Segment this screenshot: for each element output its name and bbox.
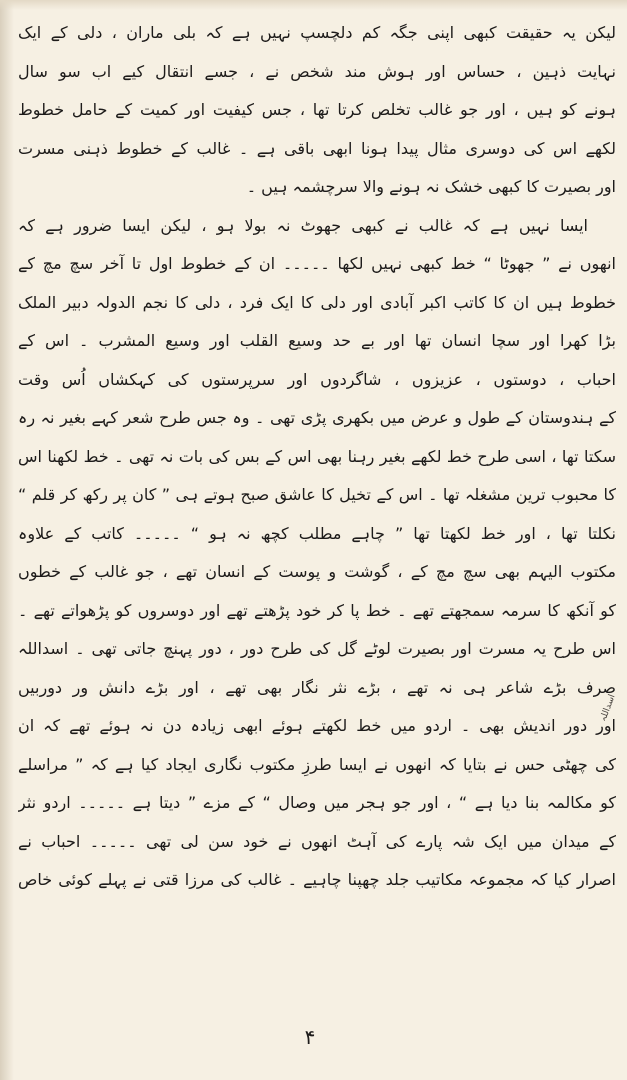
text-line-3: ہونے کو ہیں ، اور جو غالب تخلص کرتا تھا ، جس کیفیت اور کمیت کے حامل خطوط	[18, 100, 616, 119]
text-line-1: لیکن یہ حقیقت کبھی اپنی جگہ کم دلچسپ نہیں ہے کہ بلی ماران ، دلی کے ایک	[18, 23, 616, 42]
text-line-22: کے میدان میں ایک شہ پارے کی آہٹ انھوں نے خود سن لی تھی ۔۔۔۔۔ احباب نے	[18, 831, 616, 851]
text-line-12: سکتا تھا ، اسی طرح خط لکھے بغیر رہنا بھی اس کے بس کی بات نہ تھی ۔ خط لکھنا اس	[18, 446, 616, 466]
body-text	[18, 14, 616, 900]
page-number: ۴	[304, 1025, 316, 1049]
text-line-14: نکلتا تھا ، اور خط لکھتا تھا ” چاہے مطلب کچھ نہ ہو “ ۔۔۔۔۔ کاتب کے علاوہ	[18, 523, 616, 543]
text-line-23: اصرار کیا کہ مجموعہ مکاتیب جلد چھپنا چاہیے ۔ غالب کی مرزا قتی نے پہلے کوئی خاص	[18, 870, 616, 889]
text-line-20: کی چھٹی حس نے بتایا کہ انھوں نے ایسا طرزِ مکتوب نگاری ایجاد کیا ہے کہ ” مراسلے	[18, 754, 616, 774]
scan-shadow-top	[0, 0, 627, 10]
text-line-17: اس طرح یہ مسرت اور بصیرت لوٹے گل کی طرح دور ، دور پہنچ جاتی تھی ۔ اسداللہ	[18, 639, 616, 658]
text-line-21: کو مکالمہ بنا دیا ہے “ ، اور جو ہجر میں وصال “ کے مزے ” دیتا ہے ۔۔۔۔۔ اردو نثر	[18, 793, 616, 812]
text-line-11: کے ہندوستان کے طول و عرض میں بکھری پڑی تھی ۔ وہ جس طرح شعر کہے بغیر نہ رہ	[18, 408, 616, 427]
text-line-6: ایسا نہیں ہے کہ غالب نے کبھی جھوٹ نہ بولا ہو ، لیکن ایسا ضرور ہے کہ	[18, 215, 588, 235]
text-line-15: مکتوب الیہم بھی سچ مچ کے ، گوشت و پوست کے انسان تھے ، جو غالب کے خطوں	[18, 562, 616, 581]
text-line-16: کو آنکھ کا سرمہ سمجھتے تھے ۔ خط پا کر خود پڑھتے تھے اور دوسروں کو پڑھواتے تھے ۔	[18, 600, 616, 620]
text-line-8: خطوط ہیں ان کا کاتب اکبر آبادی اور دلی کا ایک فرد ، دلی کا نجم الدولہ دبیر الملک	[18, 292, 616, 312]
scan-shadow-left	[0, 0, 14, 1080]
text-line-18: صرف بڑے شاعر ہی نہ تھے ، بڑے نثر نگار بھی تھے ، اور بڑے دانش ور دوربیں	[18, 677, 616, 697]
text-line-7: انھوں نے ” جھوٹا “ خط کبھی نہیں لکھا ۔۔۔۔۔ ان کے خطوط اول تا آخر سچ مچ کے	[18, 254, 616, 273]
text-line-19: اور دور اندیش بھی ۔ اردو میں خط لکھتے ہوئے ابھی زیادہ دن نہ ہوئے تھے کہ ان	[18, 716, 616, 735]
text-line-10: احباب ، دوستوں ، عزیزوں ، شاگردوں اور سرپرستوں کی کہکشاں اُس وقت	[18, 369, 616, 389]
text-line-5: اور بصیرت کا کبھی خشک نہ ہونے والا سرچشمہ ہیں ۔	[246, 177, 616, 196]
text-line-2: نہایت ذہین ، حساس اور ہوش مند شخص نے ، جسے انتقال کیے اب سو سال	[18, 61, 616, 81]
margin-note: اسداللہ	[598, 693, 618, 724]
text-line-4: لکھے اس کی دوسری مثال پیدا ہونا ابھی باقی ہے ۔ غالب کے خطوط ذہنی مسرت	[18, 138, 616, 158]
text-line-13: کا محبوب ترین مشغلہ تھا ۔ اس کے تخیل کا عاشق صبح ہوتے ہی ” کان پر رکھ کر قلم “	[18, 485, 616, 504]
text-line-9: بڑا کھرا اور سچا انسان تھا اور بے حد وسیع القلب اور وسیع المشرب ۔ اس کے	[18, 331, 616, 350]
